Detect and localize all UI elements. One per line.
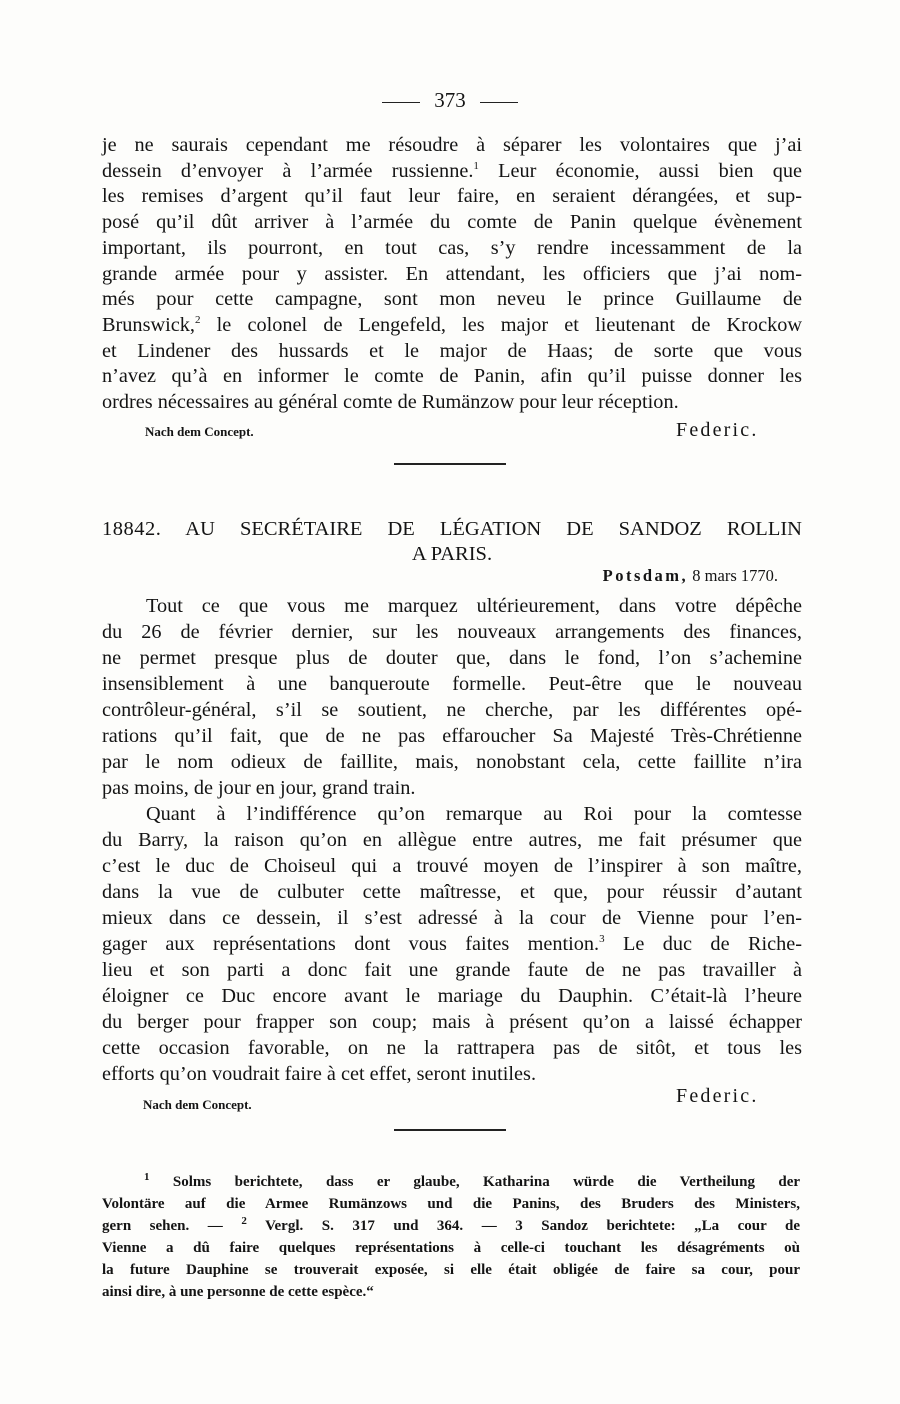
text-line: gager aux représentations dont vous faites mention.$^3$ Le duc de Riche- — [102, 933, 802, 955]
dateline — [603, 566, 778, 586]
text-line: par le nom odieux de faillite, mais, nonobstant cela, cette faillite n’ira — [102, 751, 802, 773]
page-number: 373 — [434, 88, 466, 112]
text-line: rations qu’il fait, que de ne pas effaroucher Sa Majesté Très-Chrétienne — [102, 725, 802, 747]
text-line: et Lindener des hussards et le major de Haas; de sorte que vous — [102, 339, 802, 362]
text-line: més pour cette campagne, sont mon neveu le prince Guillaume de — [102, 288, 802, 311]
footnote-ref: 3 — [599, 933, 605, 946]
heading-line-2: A PARIS. — [411, 543, 493, 565]
text-line: contrôleur-général, s’il se soutient, ne cherche, par les différentes opé- — [102, 699, 802, 721]
footnote-line: Vienne a dû faire quelques représentations à celle-ci touchant les désagréments où — [102, 1240, 800, 1256]
text-line: je ne saurais cependant me résoudre à séparer les volontaires que j’ai — [102, 134, 802, 156]
text-line: ne permet presque plus de douter que, dans le fond, l’on s’achemine — [102, 647, 802, 669]
page-header — [0, 88, 900, 113]
text-line: dessein d’envoyer à l’armée russienne.$^1$ Leur économie, aussi bien que — [102, 159, 802, 182]
section-divider — [394, 463, 506, 465]
text-line: pas moins, de jour en jour, grand train. — [102, 777, 416, 799]
footnote-divider — [394, 1129, 506, 1131]
text-line: n’avez qu’à en informer le comte de Panin, afin qu’il puisse donner les — [102, 365, 802, 388]
text-line: dans la vue de culbuter cette maîtresse, et que, pour réussir d’autant — [102, 881, 802, 903]
text-line: insensiblement à une banqueroute formelle. Peut-être que le nouveau — [102, 673, 802, 695]
text-line: cette occasion favorable, on ne la rattrapera pas de sitôt, et tous les — [102, 1037, 802, 1059]
signature: Federic. — [676, 1085, 759, 1107]
text-line: Quant à l’indifférence qu’on remarque au Roi pour la comtesse — [146, 803, 802, 825]
footnote-line: ainsi dire, à une personne de cette espèce.“ — [102, 1284, 374, 1300]
letter-number: 18842. — [102, 518, 162, 540]
heading-line-1: AU SECRÉTAIRE DE LÉGATION DE SANDOZ ROLLIN — [185, 518, 802, 540]
footnote-ref: 1 — [473, 159, 479, 172]
dateline-place: Potsdam, — [602, 566, 689, 585]
letter-main-body — [102, 593, 802, 1087]
text-line: ordres nécessaires au général comte de Rumänzow pour leur réception. — [102, 391, 679, 414]
dateline-date: 8 mars 1770. — [692, 566, 778, 585]
source-note: Nach dem Concept. — [143, 1097, 252, 1112]
text-line: important, ils pourront, en tout cas, s’y rendre incessamment de la — [102, 236, 802, 259]
text-line: grande armée pour y assister. En attendant, les officiers que j’ai nom- — [102, 262, 802, 285]
footnote-line: $^1$ Solms berichtete, dass er glaube, Katharina würde die Vertheilung der — [144, 1171, 801, 1190]
text-line: lieu et son parti a donc fait une grande faute de ne pas travailler à — [102, 959, 802, 981]
footnote-line: gern sehen. — $^2$ Vergl. S. 317 und 364. — 3 Sandoz berichtete: „La cour de — [102, 1215, 801, 1234]
text-line: du 26 de février dernier, sur les nouveaux arrangements des finances, — [102, 621, 802, 643]
text-line: mieux dans ce dessein, il s’est adressé à la cour de Vienne pour l’en- — [102, 907, 802, 929]
source-note: Nach dem Concept. — [145, 424, 254, 439]
text-line: Brunswick,$^2$ le colonel de Lengefeld, les major et lieutenant de Krockow — [102, 313, 803, 336]
footnote-mark: 2 — [241, 1215, 247, 1227]
footnote-mark: 1 — [144, 1171, 150, 1183]
text-line: c’est le duc de Choiseul qui a trouvé moyen de l’inspirer à son maître, — [102, 855, 802, 877]
header-dash-left — [382, 102, 420, 103]
footnote-line: Volontäre auf die Armee Rumänzows und die Panins, des Bruders des Ministers, — [102, 1196, 800, 1212]
text-line: Tout ce que vous me marquez ultérieurement, dans votre dépêche — [146, 595, 802, 617]
text-line: posé qu’il dût arriver à l’armée du comte de Panin quelque évènement — [102, 211, 802, 234]
letter-heading — [102, 518, 802, 566]
footnote-ref: 2 — [194, 314, 201, 327]
text-line: du Barry, la raison qu’on en allègue entre autres, me fait présumer que — [102, 829, 802, 851]
text-line: les remises d’argent qu’il faut leur faire, en seraient dérangées, et sup- — [102, 185, 802, 208]
footnote-mark: 3 — [515, 1218, 523, 1234]
text-line: du berger pour frapper son coup; mais à présent qu’on a laissé échapper — [102, 1011, 802, 1033]
signature: Federic. — [676, 419, 759, 441]
text-line: éloigner ce Duc encore avant le mariage du Dauphin. C’était-là l’heure — [102, 985, 802, 1007]
header-dash-right — [480, 102, 518, 103]
text-line: efforts qu’on voudrait faire à cet effet, seront inutiles. — [102, 1063, 537, 1085]
footnote-line: la future Dauphine se trouverait exposée, si elle était obligée de faire sa cour, pour — [102, 1262, 800, 1278]
letter-top-body — [102, 133, 802, 416]
footnotes — [102, 1171, 800, 1303]
